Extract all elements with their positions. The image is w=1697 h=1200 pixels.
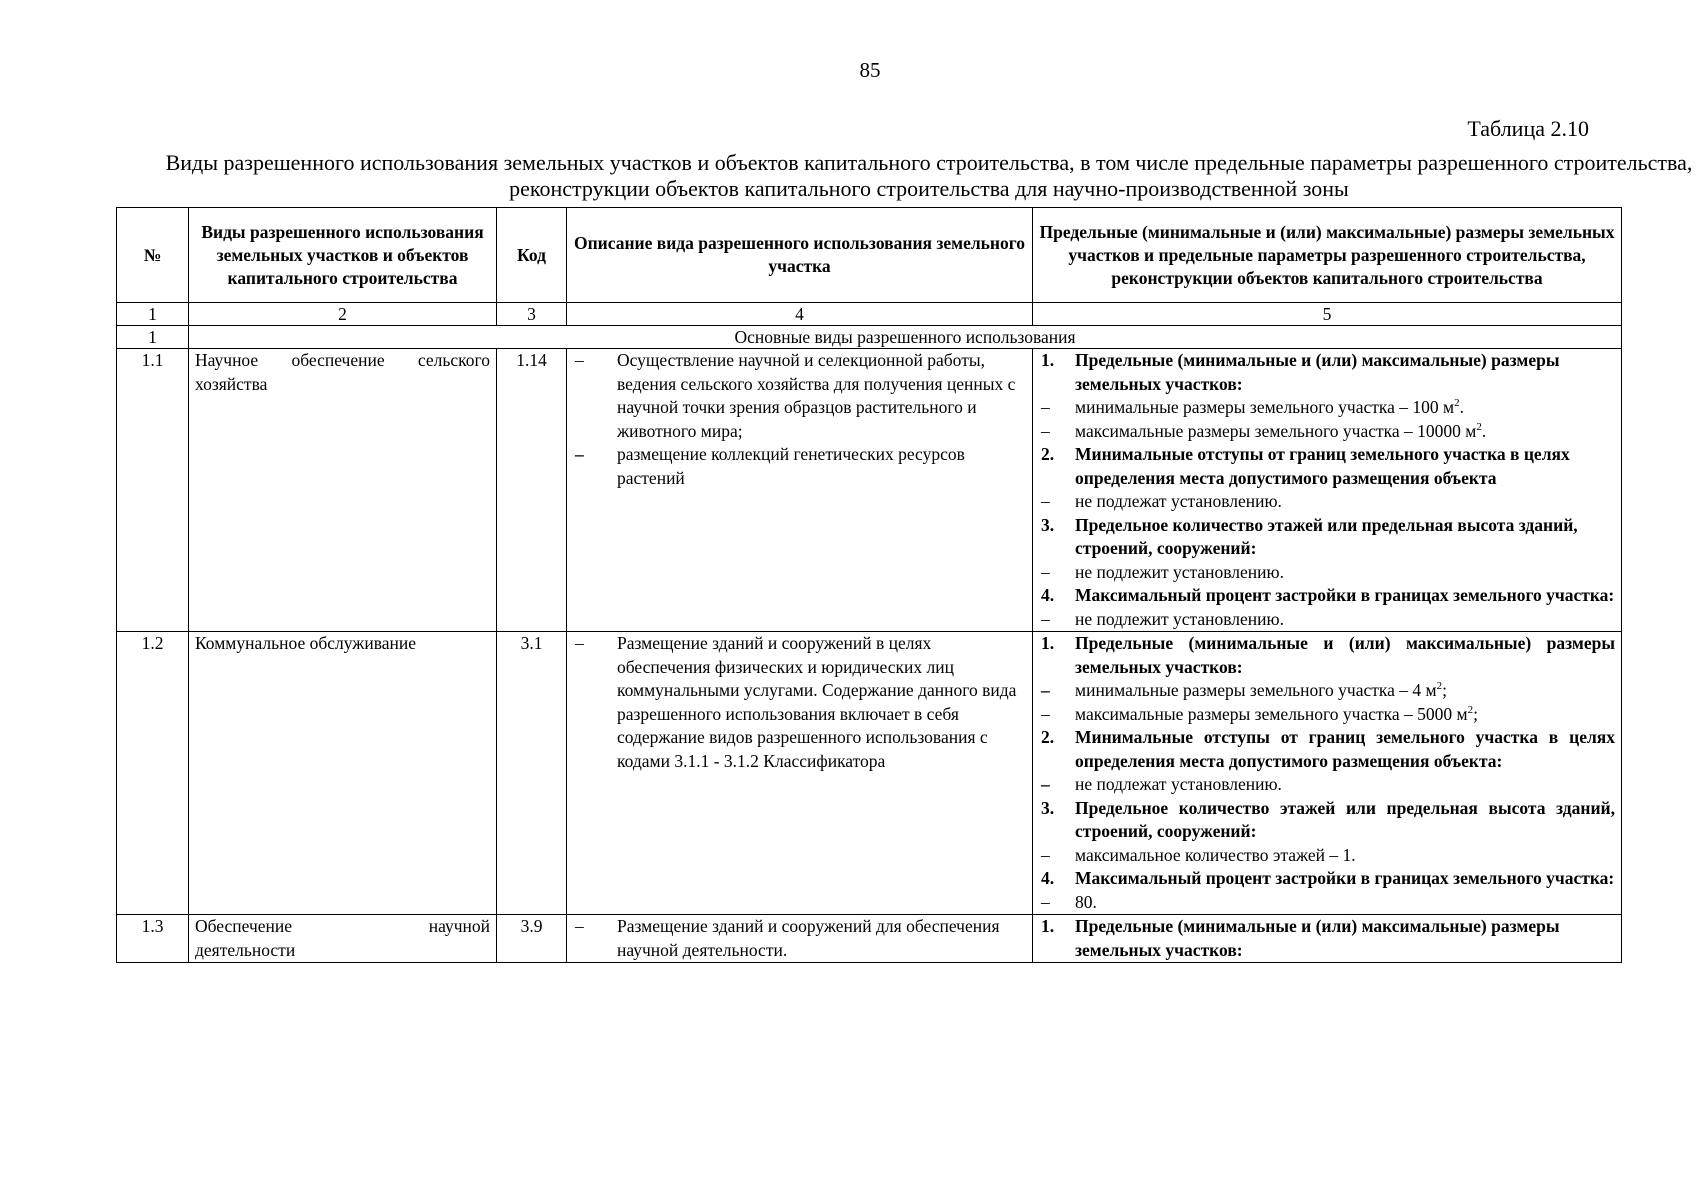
section-title: Основные виды разрешенного использования — [189, 326, 1622, 349]
punct: ; — [1473, 703, 1478, 724]
list-item — [573, 915, 1026, 962]
description-text: размещение коллекций генетических ресурсов растений — [617, 444, 965, 488]
name-part: научной — [428, 916, 490, 936]
superscript: 2 — [1454, 397, 1460, 410]
limit-heading — [1039, 726, 1615, 773]
description-text: Осуществление научной и селекционной работы, ведения сельского хозяйства для получения ценных с научной точки зрения образцов растительного и животного мира; — [617, 350, 1016, 441]
row-limits — [1033, 632, 1622, 915]
dash-bullet: – — [1041, 491, 1050, 511]
section-no: 1 — [117, 326, 189, 349]
value-text: максимальное количество этажей – 1. — [1075, 844, 1356, 865]
row-description — [567, 632, 1033, 915]
row-type-name: Коммунальное обслуживание — [189, 632, 497, 915]
dash-bullet: – — [1041, 844, 1050, 865]
list-item — [573, 443, 1026, 490]
limit-value — [1039, 773, 1615, 797]
row-description — [567, 915, 1033, 963]
row-number: 1.1 — [117, 349, 189, 632]
table-row — [117, 349, 1622, 632]
limit-heading — [1039, 915, 1615, 962]
header-description: Описание вида разрешенного использования земельного участка — [567, 208, 1033, 303]
page-number: 85 — [859, 58, 881, 82]
table-row — [117, 915, 1622, 963]
col-number: 3 — [497, 303, 567, 326]
col-number: 5 — [1033, 303, 1622, 326]
dash-bullet: – — [575, 916, 584, 936]
dash-bullet: – — [1041, 561, 1050, 582]
min-size-text: минимальные размеры земельного участка – 4 м — [1075, 680, 1437, 700]
dash-bullet: – — [1041, 891, 1050, 912]
heading-text: Минимальные отступы от границ земельного участка в целях определения места допустимого размещения объекта — [1075, 444, 1570, 488]
heading-number: 4. — [1041, 868, 1055, 888]
heading-number: 4. — [1041, 585, 1055, 605]
min-size-text: минимальные размеры земельного участка – 100 м — [1075, 397, 1455, 417]
heading-number: 3. — [1041, 797, 1055, 818]
heading-text: Минимальные отступы от границ земельного участка в целях определения места допустимого размещения объекта: — [1075, 727, 1615, 771]
row-code: 3.9 — [497, 915, 567, 963]
header-no: № — [117, 208, 189, 303]
col-number: 4 — [567, 303, 1033, 326]
dash-bullet: – — [575, 633, 584, 653]
limit-value — [1039, 608, 1615, 632]
limit-value — [1039, 844, 1615, 868]
section-row — [117, 326, 1622, 349]
list-item — [573, 632, 1026, 773]
row-limits — [1033, 349, 1622, 632]
heading-text: Предельные (минимальные и (или) максимальные) размеры земельных участков: — [1075, 916, 1560, 960]
limit-value — [1039, 561, 1615, 585]
max-size-text: максимальные размеры земельного участка – 10000 м — [1075, 420, 1477, 441]
limit-heading — [1039, 349, 1615, 396]
header-limits: Предельные (минимальные и (или) максимальные) размеры земельных участков и предельные параметры разрешенного строительства, реконструкции объектов капитального строительства — [1033, 208, 1622, 303]
limit-heading — [1039, 443, 1615, 490]
value-text: не подлежат установлению. — [1075, 774, 1282, 794]
value-text — [1075, 679, 1615, 703]
heading-number: 2. — [1041, 444, 1055, 464]
column-numbers-row — [117, 303, 1622, 326]
heading-number: 2. — [1041, 727, 1055, 747]
heading-number: 1. — [1041, 633, 1055, 653]
row-number: 1.3 — [117, 915, 189, 963]
col-number: 1 — [117, 303, 189, 326]
limit-heading — [1039, 867, 1615, 891]
punct: . — [1481, 420, 1487, 441]
heading-text: Предельные (минимальные и (или) максимальные) размеры земельных участков: — [1075, 350, 1560, 394]
col-number: 2 — [189, 303, 497, 326]
header-types: Виды разрешенного использования земельных участков и объектов капитального строительства — [189, 208, 497, 303]
heading-number: 1. — [1041, 916, 1055, 936]
header-row — [117, 208, 1622, 303]
value-text: не подлежат установлению. — [1075, 491, 1282, 511]
value-text — [1075, 703, 1615, 727]
value-text — [1075, 420, 1615, 444]
dash-bullet: – — [1041, 420, 1050, 441]
max-size-text: максимальные размеры земельного участка – 5000 м — [1075, 703, 1468, 724]
row-code: 1.14 — [497, 349, 567, 632]
row-type-name — [189, 915, 497, 963]
row-number: 1.2 — [117, 632, 189, 915]
table-label: Таблица 2.10 — [1467, 116, 1589, 141]
heading-number: 3. — [1041, 514, 1055, 535]
dash-bullet: – — [1041, 703, 1050, 724]
description-text: Размещение зданий и сооружений в целях обеспечения физических и юридических лиц коммунальными услугами. Содержание данного вида разрешенного использования включает в себя содержание видов разрешенного использования с кодами 3.1.1 - 3.1.2 Классификатора — [617, 633, 1017, 771]
header-code: Код — [497, 208, 567, 303]
limit-value — [1039, 679, 1615, 703]
heading-number: 1. — [1041, 350, 1055, 370]
limit-heading — [1039, 632, 1615, 679]
limit-value — [1039, 490, 1615, 514]
value-text: не подлежит установлению. — [1075, 561, 1284, 582]
name-part: Обеспечение — [195, 916, 293, 936]
list-item — [573, 349, 1026, 443]
dash-bullet: – — [575, 350, 584, 370]
heading-text: Предельные (минимальные и (или) максимальные) размеры земельных участков: — [1075, 633, 1615, 677]
superscript: 2 — [1467, 703, 1474, 716]
value-text: 80. — [1075, 891, 1097, 912]
limit-value — [1039, 396, 1615, 420]
row-description — [567, 349, 1033, 632]
heading-text: Предельное количество этажей или предельная высота зданий, строений, сооружений: — [1075, 514, 1578, 558]
punct: . — [1459, 397, 1464, 417]
limit-heading — [1039, 584, 1615, 608]
limit-value — [1039, 703, 1615, 727]
row-limits — [1033, 915, 1622, 963]
heading-text: Максимальный процент застройки в границах земельного участка: — [1075, 585, 1615, 605]
zoning-table — [116, 207, 1622, 963]
limit-value — [1039, 420, 1615, 444]
table-row — [117, 632, 1622, 915]
punct: ; — [1442, 680, 1447, 700]
dash-bullet: – — [1041, 397, 1050, 417]
dash-bullet: – — [575, 444, 584, 464]
dash-bullet: – — [1041, 608, 1050, 629]
heading-text: Предельное количество этажей или предельная высота зданий, строений, сооружений: — [1075, 797, 1615, 841]
superscript: 2 — [1436, 680, 1443, 693]
description-text: Размещение зданий и сооружений для обеспечения научной деятельности. — [617, 916, 1000, 960]
limit-heading — [1039, 797, 1615, 844]
dash-bullet: – — [1041, 774, 1050, 794]
heading-text: Максимальный процент застройки в границах земельного участка: — [1075, 868, 1615, 888]
limit-value — [1039, 891, 1615, 915]
table-title: Виды разрешенного использования земельных участков и объектов капитального строительства, в том числе предельные параметры разрешенного строительства, реконструкции объектов капитального строительства для научно-производственной зоны — [165, 150, 1693, 201]
name-part: деятельности — [195, 939, 296, 960]
row-code: 3.1 — [497, 632, 567, 915]
superscript: 2 — [1476, 420, 1482, 433]
dash-bullet: – — [1041, 680, 1050, 700]
limit-heading — [1039, 514, 1615, 561]
value-text: не подлежит установлению. — [1075, 608, 1284, 629]
value-text — [1075, 396, 1615, 420]
row-type-name: Научное обеспечение сельского хозяйства — [189, 349, 497, 632]
